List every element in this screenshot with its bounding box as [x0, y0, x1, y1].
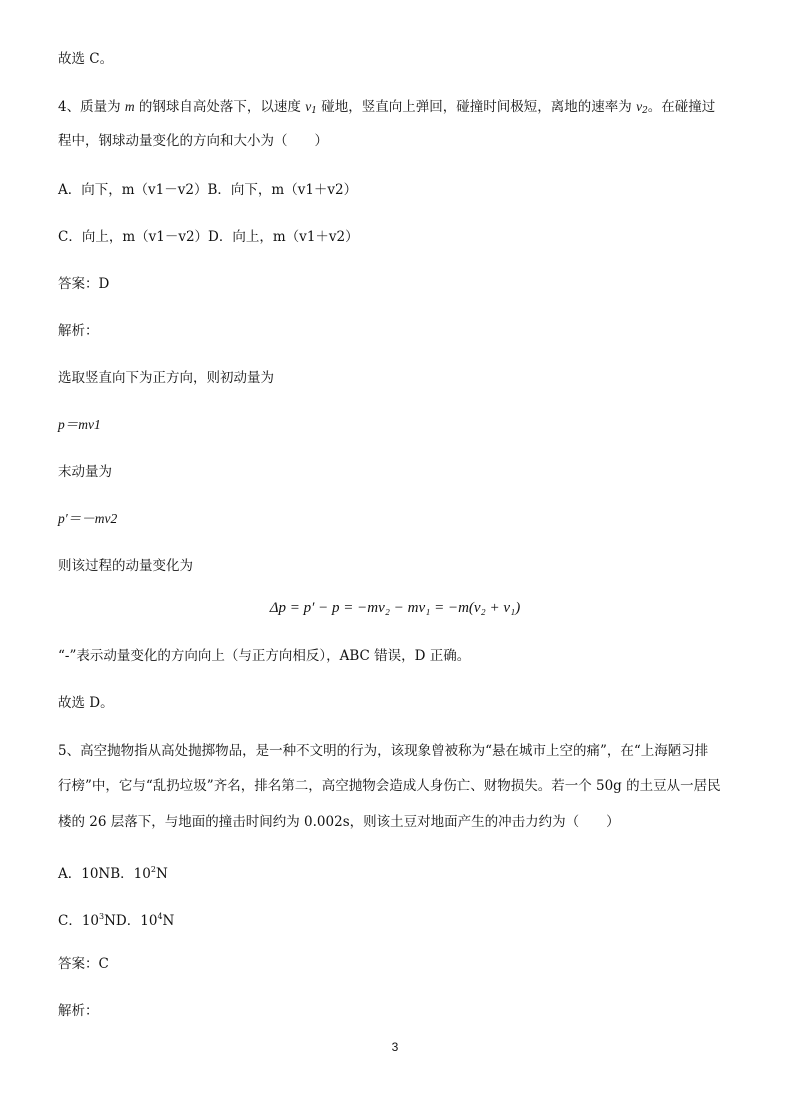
question-4-options-cd: C．向上，m（v1－v2）D．向上，m（v1＋v2）	[58, 229, 359, 245]
solution-step: 则该过程的动量变化为	[58, 558, 193, 574]
page-number: 3	[391, 1040, 399, 1054]
solution-equation: p＝mv1	[58, 417, 101, 432]
question-5-stem-line2: 行榜”中，它与“乱扔垃圾”齐名，排名第二，高空抛物会造成人身伤亡、财物损失。若一个 50g 的土豆从一居民	[58, 778, 721, 794]
question-5-options-cd: C．$10^3ND$．$10^4N$	[58, 912, 175, 929]
momentum-change-formula: Δp = p′ − p = −mv₂ − mv₁ = −m(v₂ + v₁)	[269, 600, 521, 616]
question-5-analysis-label: 解析：	[58, 1003, 99, 1019]
solution-equation: p′＝－mv2	[58, 511, 118, 526]
question-4-answer: 答案：D	[58, 276, 110, 292]
question-4-analysis-label: 解析：	[58, 323, 99, 339]
question-4-stem-line1: 4、质量为 m 的钢球自高处落下，以速度 $v_1$ 碰地，竖直向上弹回，碰撞时间极短，离地的速率为 $v_2$。在碰撞过	[58, 99, 716, 116]
question-5-stem-line1: 5、高空抛物指从高处抛掷物品，是一种不文明的行为，该现象曾被称为“悬在城市上空的痛”，在“上海陋习排	[58, 743, 709, 759]
question-5-stem-line3: 楼的 26 层落下，与地面的撞击时间约为 0.002s，则该土豆对地面产生的冲击力约为（ ）	[58, 814, 620, 830]
solution-step: 末动量为	[58, 464, 112, 480]
solution-conclusion: “-”表示动量变化的方向向上（与正方向相反），ABC 错误，D 正确。	[58, 648, 471, 664]
question-5-answer: 答案：C	[58, 956, 109, 972]
question-4-final: 故选 D。	[58, 695, 114, 711]
question-5-options-ab: A．10NB．$10^2N$	[58, 865, 168, 882]
question-4-options-ab: A．向下，m（v1－v2）B．向下，m（v1＋v2）	[58, 182, 358, 198]
question-4-stem-line2: 程中，钢球动量变化的方向和大小为（ ）	[58, 133, 328, 149]
solution-step: 选取竖直向下为正方向，则初动量为	[58, 370, 274, 386]
text-line: 故选 C。	[58, 51, 114, 67]
